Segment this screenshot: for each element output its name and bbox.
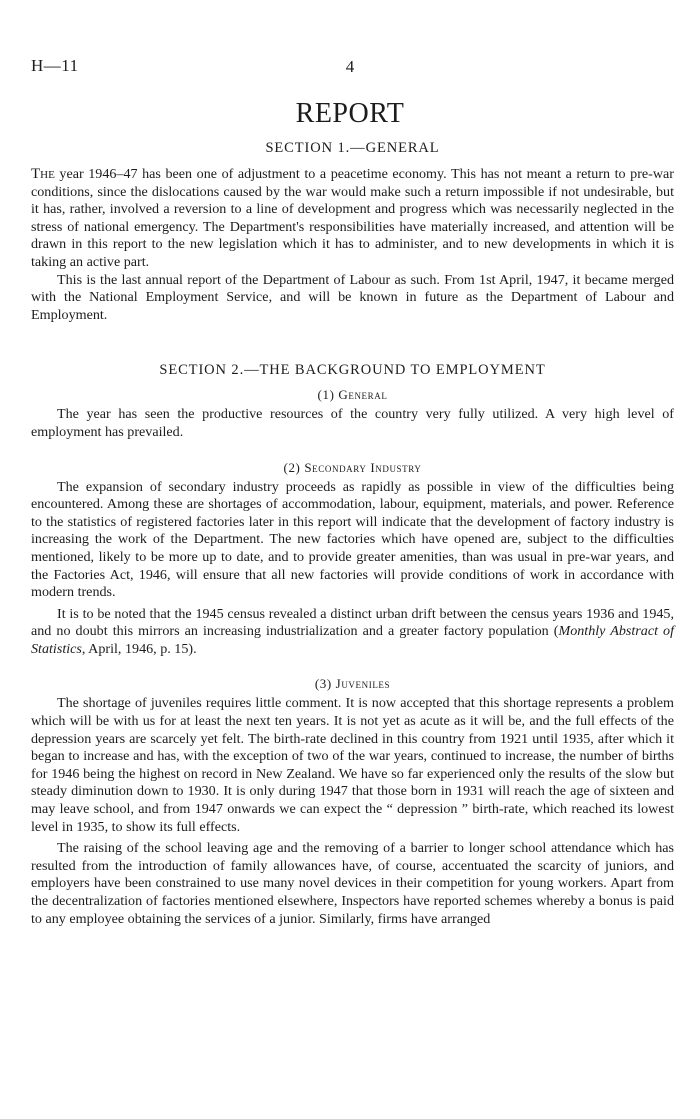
section-1-paragraph-2: This is the last annual report of the Department of Labour as such. From 1st April, 1947, it became merged with the National Employment Service, and will be known in future as the Department of Labour and Employment.: [31, 271, 674, 323]
section-2-heading: SECTION 2.—THE BACKGROUND TO EMPLOYMENT: [159, 362, 546, 379]
citation-text: , April, 1946, p. 15).: [81, 640, 197, 657]
report-title: REPORT: [295, 98, 405, 129]
census-text: It is to be noted that the 1945 census revealed a distinct urban drift between the census years 1936 and 1945, and no doubt this mirrors an increasing industrialization and a greater factory population (: [31, 605, 674, 640]
juveniles-paragraph-2: The raising of the school leaving age and the removing of a barrier to longer school attendance which has resulted from the introduction of family allowances have, of course, accentuated the scarcity of juniors, and employers have been constrained to use many novel devices in their competition for young workers. Apart from the decentralization of factories mentioned elsewhere, Inspectors have reported schemes whereby a bonus is paid to any employee obtaining the services of a junior. Similarly, firms have arranged: [31, 840, 674, 927]
secondary-industry-paragraph-2: [31, 606, 674, 659]
report-body: [31, 140, 674, 928]
section-1-paragraph-1: [31, 166, 674, 272]
juveniles-paragraph-1: The shortage of juveniles requires little comment. It is now accepted that this shortage represents a problem which will be with us for at least the next ten years. It is not yet as acute as it will be, and the full effects of the depression years are scarcely yet felt. The birth-rate declined in this country from 1921 until 1935, after which it began to increase and has, with the exception of two of the war years, continued to increase, the number of births for 1946 being the highest on record in New Zealand. We have so far experienced only the results of the slow but steady diminution down to 1930. It is only during 1947 that those born in 1931 will reach the age of sixteen and may leave school, and from 1947 onwards we can expect the “ depression ” birth-rate, which reached its lowest level in 1935, to show its full effects.: [31, 695, 674, 835]
secondary-industry-paragraph-1: The expansion of secondary industry proceeds as rapidly as possible in view of the difficulties being encountered. Among these are shortages of accommodation, labour, equipment, materials, and power. Reference to the statistics of registered factories later in this report will indicate that the development of factory industry is increasing the work of the Department. The new factories which have opened are, subject to the difficulties mentioned, likely to be more up to date, and to provide greater amenities, than was usual in pre-war years, and the Factories Act, 1946, will ensure that all new factories will provide conditions of work in accordance with modern trends.: [31, 478, 674, 601]
publication-title: Monthly Abstract of Statistics: [31, 623, 675, 657]
section-1-heading: SECTION 1.—GENERAL: [265, 140, 440, 156]
subheading-general: (1) General: [317, 387, 388, 403]
section-1-lead-word: The: [31, 166, 55, 182]
general-paragraph: The year has seen the productive resources of the country very fully utilized. A very high level of employment has prevailed.: [31, 406, 674, 440]
subheading-juveniles: (3) Juveniles: [314, 676, 391, 692]
section-1-paragraph-1-text: year 1946–47 has been one of adjustment to a peacetime economy. This has not meant a return to pre-war conditions, since the dislocations caused by the war would make such a return impossible if not undesirable, but it has, rather, involved a reversion to a line of development and progress which was necessarily neglected in the stress of national emergency. The Department's responsibilities have materially increased, and attention will be drawn in this report to the new legislation which it has to administer, and to new developments in which it is taking an active part.: [31, 166, 674, 270]
page-reference: H—11: [31, 56, 79, 75]
subheading-secondary-industry: (2) Secondary Industry: [283, 459, 422, 475]
page-number: 4: [345, 57, 355, 76]
